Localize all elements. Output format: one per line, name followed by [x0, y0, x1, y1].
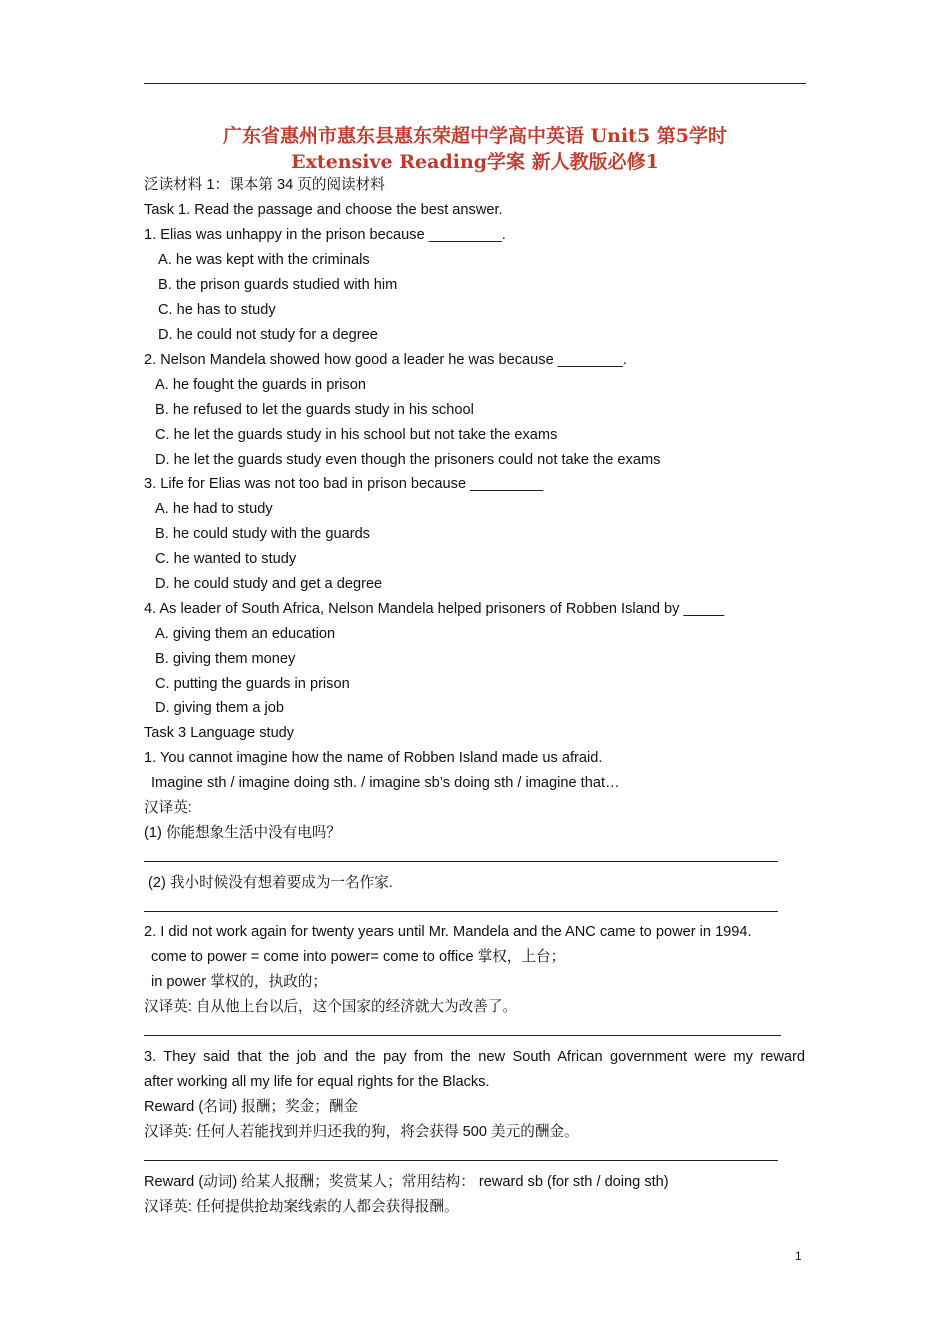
reward-translate-2: 汉译英: 任何提供抢劫案线索的人都会获得报酬。: [144, 1199, 459, 1215]
language-item-1-sentence: 1. You cannot imagine how the name of Robben Island made us afraid.: [144, 750, 603, 766]
q4-option-c: C. putting the guards in prison: [155, 676, 350, 692]
reward-translate-1: 汉译英: 任何人若能找到并归还我的狗，将会获得 500 美元的酬金。: [144, 1124, 579, 1140]
q4-option-d: D. giving them a job: [155, 700, 284, 716]
language-item-2-usage-1: come to power = come into power= come to office 掌权，上台；: [151, 949, 566, 965]
document-title-line1: 广东省惠州市惠东县惠东荣超中学高中英语 Unit5 第5学时: [222, 125, 728, 147]
answer-line[interactable]: [144, 911, 778, 912]
reading-material-note: 泛读材料 1：课本第 34 页的阅读材料: [144, 177, 385, 193]
q3-option-c: C. he wanted to study: [155, 551, 297, 567]
q3-option-d: D. he could study and get a degree: [155, 576, 383, 592]
language-item-2-translate: 汉译英: 自从他上台以后，这个国家的经济就大为改善了。: [144, 999, 517, 1015]
q2-option-d: D. he let the guards study even though the prisoners could not take the exams: [155, 452, 661, 468]
reward-noun-definition: Reward (名词) 报酬；奖金；酬金: [144, 1099, 359, 1115]
language-item-2-sentence: 2. I did not work again for twenty years until Mr. Mandela and the ANC came to power in 1994.: [144, 924, 752, 940]
q1-option-d: D. he could not study for a degree: [158, 327, 378, 343]
q3-option-a: A. he had to study: [155, 501, 273, 517]
q1-option-a: A. he was kept with the criminals: [158, 252, 370, 268]
q2-option-a: A. he fought the guards in prison: [155, 377, 366, 393]
language-item-2-usage-2: in power 掌权的，执政的；: [151, 974, 327, 990]
q4-option-a: A. giving them an education: [155, 626, 336, 642]
translate-exercise-2: (2) 我小时候没有想着要成为一名作家.: [148, 875, 393, 891]
q2-option-b: B. he refused to let the guards study in his school: [155, 402, 474, 418]
language-item-1-usage: Imagine sth / imagine doing sth. / imagine sb’s doing sth / imagine that…: [151, 775, 620, 791]
answer-line[interactable]: [144, 1035, 781, 1036]
language-item-3-sentence-line2: after working all my life for equal rights for the Blacks.: [144, 1074, 490, 1090]
reward-verb-definition: Reward (动词) 给某人报酬；奖赏某人；常用结构： reward sb (for sth / doing sth): [144, 1174, 669, 1190]
q4-option-b: B. giving them money: [155, 651, 296, 667]
language-item-3-sentence-line1: 3. They said that the job and the pay from the new South African government were my reward: [144, 1049, 805, 1065]
page-number: 1: [795, 1249, 802, 1263]
question-2: 2. Nelson Mandela showed how good a leader he was because ________.: [144, 352, 627, 368]
task1-heading: Task 1. Read the passage and choose the best answer.: [144, 202, 503, 218]
translate-exercise-1: (1) 你能想象生活中没有电吗？: [144, 825, 342, 841]
header-rule: [144, 83, 806, 84]
question-4: 4. As leader of South Africa, Nelson Mandela helped prisoners of Robben Island by _____: [144, 601, 725, 617]
q2-option-c: C. he let the guards study in his school but not take the exams: [155, 427, 558, 443]
document-title-line2: Extensive Reading学案 新人教版必修1: [291, 151, 659, 173]
answer-line[interactable]: [144, 861, 778, 862]
task3-heading: Task 3 Language study: [144, 725, 295, 741]
answer-line[interactable]: [144, 1160, 778, 1161]
question-1: 1. Elias was unhappy in the prison because _________.: [144, 227, 506, 243]
q1-option-b: B. the prison guards studied with him: [158, 277, 398, 293]
q3-option-b: B. he could study with the guards: [155, 526, 370, 542]
question-3: 3. Life for Elias was not too bad in prison because _________: [144, 476, 544, 492]
q1-option-c: C. he has to study: [158, 302, 276, 318]
translate-label: 汉译英:: [144, 800, 192, 816]
